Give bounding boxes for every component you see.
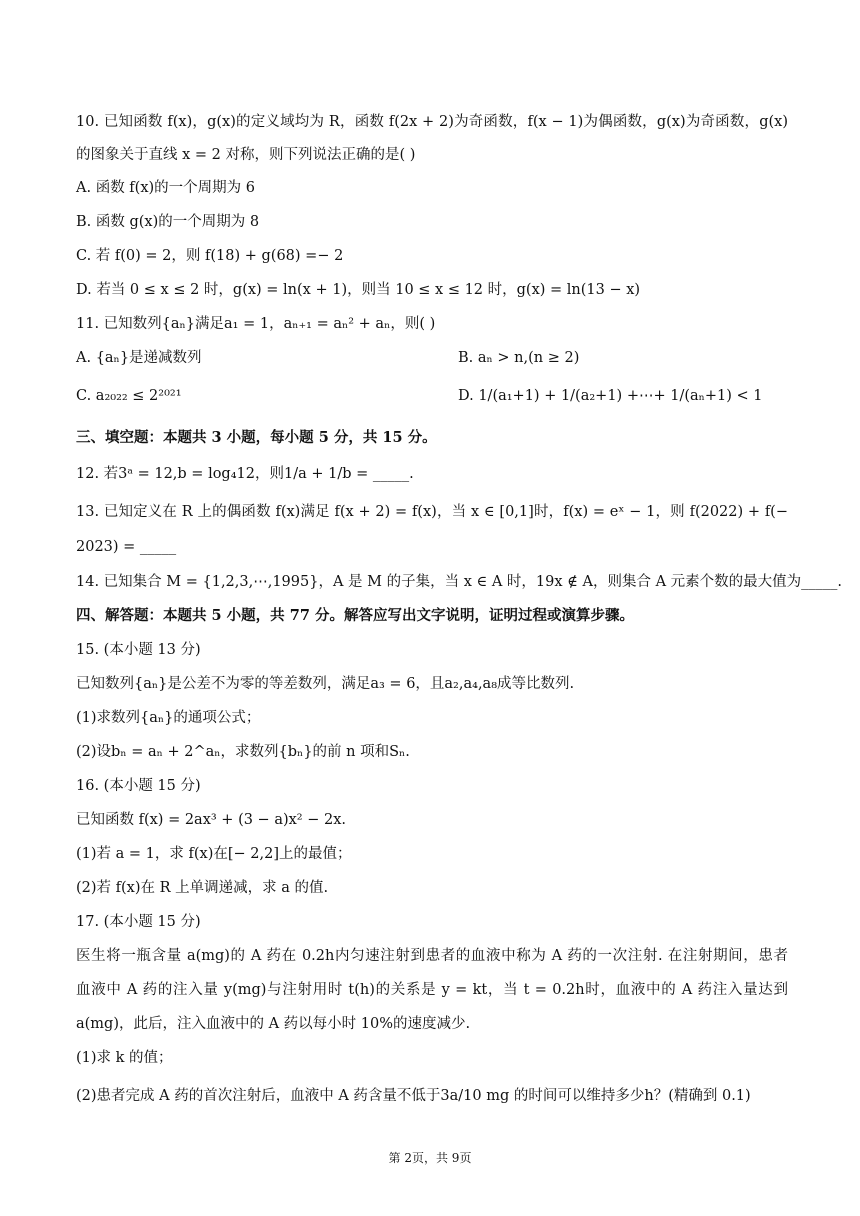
q15-stem: 已知数列{aₙ}是公差不为零的等差数列，满足a₃ = 6，且a₂,a₄,a₈成等比数列. — [76, 676, 575, 692]
q16-part2: (2)若 f(x)在 R 上单调递减，求 a 的值. — [76, 880, 329, 896]
q16-part1: (1)若 a = 1，求 f(x)在[− 2,2]上的最值； — [76, 846, 352, 862]
q13-stem-line2: 2023) = _____ — [76, 539, 177, 555]
q17-stem-line2: 血液中 A 药的注入量 y(mg)与注射用时 t(h)的关系是 y = kt，当 t = 0.2h时，血液中的 A 药注入量达到 — [76, 982, 788, 998]
q12-stem: 12. 若3ᵃ = 12,b = log₄12，则1/a + 1/b = _____. — [76, 466, 414, 482]
q17-stem-line3: a(mg)，此后，注入血液中的 A 药以每小时 10%的速度减少. — [76, 1016, 471, 1032]
q10-stem-line2: 的图象关于直线 x = 2 对称，则下列说法正确的是( ) — [76, 147, 416, 163]
q11-stem: 11. 已知数列{aₙ}满足a₁ = 1，aₙ₊₁ = aₙ² + aₙ，则( ) — [76, 316, 436, 332]
q11-option-a: A. {aₙ}是递减数列 — [76, 350, 202, 366]
q11-option-b: B. aₙ > n,(n ≥ 2) — [458, 350, 580, 366]
page-footer: 第 2页，共 9页 — [388, 1151, 472, 1165]
q15-part2: (2)设bₙ = aₙ + 2^aₙ，求数列{bₙ}的前 n 项和Sₙ. — [76, 744, 410, 760]
q17-stem-line1: 医生将一瓶含量 a(mg)的 A 药在 0.2h内匀速注射到患者的血液中称为 A 药的一次注射. 在注射期间，患者 — [76, 948, 788, 964]
q17-part1: (1)求 k 的值； — [76, 1050, 173, 1066]
section4-heading: 四、解答题：本题共 5 小题，共 77 分。解答应写出文字说明，证明过程或演算步骤。 — [76, 607, 634, 624]
q11-options-row2 — [76, 386, 788, 406]
q13-stem-line1: 13. 已知定义在 R 上的偶函数 f(x)满足 f(x + 2) = f(x)，当 x ∈ [0,1]时，f(x) = eˣ − 1，则 f(2022) + f(− — [76, 504, 788, 520]
q11-option-d: D. 1/(a₁+1) + 1/(a₂+1) +⋯+ 1/(aₙ+1) < 1 — [458, 388, 763, 404]
section3-heading: 三、填空题：本题共 3 小题，每小题 5 分，共 15 分。 — [76, 429, 437, 446]
q17-part2: (2)患者完成 A 药的首次注射后，血液中 A 药含量不低于3a/10 mg 的时间可以维持多少h？(精确到 0.1) — [76, 1088, 751, 1104]
q16-header: 16. (本小题 15 分) — [76, 778, 201, 794]
q15-part1: (1)求数列{aₙ}的通项公式； — [76, 710, 261, 726]
q10-option-d: D. 若当 0 ≤ x ≤ 2 时，g(x) = ln(x + 1)，则当 10 ≤ x ≤ 12 时，g(x) = ln(13 − x) — [76, 282, 641, 298]
q11-option-c: C. a₂₀₂₂ ≤ 2²⁰²¹ — [76, 388, 182, 404]
q17-header: 17. (本小题 15 分) — [76, 914, 201, 930]
q10-option-c: C. 若 f(0) = 2，则 f(18) + g(68) =− 2 — [76, 248, 344, 264]
q11-options-row1 — [76, 348, 788, 368]
q10-stem-line1: 10. 已知函数 f(x)，g(x)的定义域均为 R，函数 f(2x + 2)为奇函数，f(x − 1)为偶函数，g(x)为奇函数，g(x) — [76, 114, 788, 130]
q14-stem: 14. 已知集合 M = {1,2,3,⋯,1995}，A 是 M 的子集，当 x ∈ A 时，19x ∉ A，则集合 A 元素个数的最大值为_____. — [76, 574, 843, 590]
q16-stem: 已知函数 f(x) = 2ax³ + (3 − a)x² − 2x. — [76, 812, 346, 828]
q15-header: 15. (本小题 13 分) — [76, 642, 201, 658]
q10-option-b: B. 函数 g(x)的一个周期为 8 — [76, 214, 260, 230]
q10-option-a: A. 函数 f(x)的一个周期为 6 — [76, 180, 255, 196]
